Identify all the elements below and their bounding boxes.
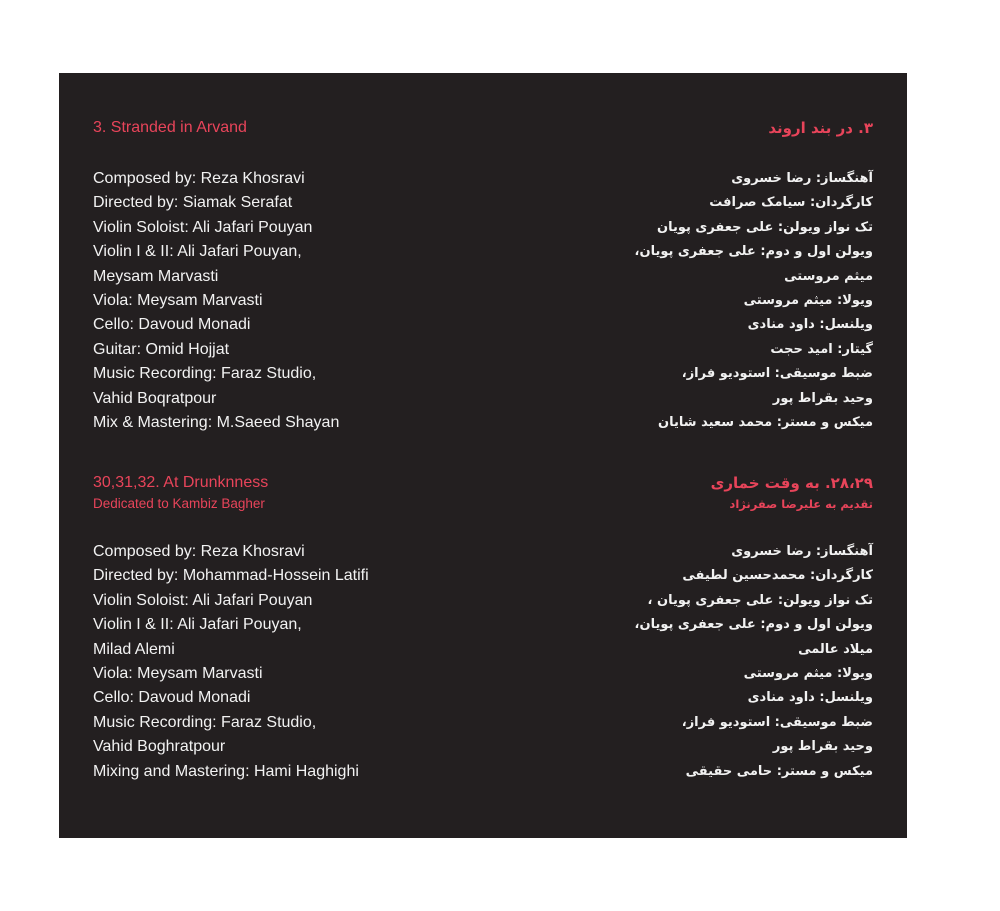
credit-line: Violin Soloist: Ali Jafari Pouyan: [93, 218, 313, 236]
credit-line: Milad Alemi: [93, 640, 175, 658]
credit-line: Viola: Meysam Marvasti: [93, 665, 263, 683]
credits-list: [493, 540, 873, 784]
dedication: تقدیم به علیرضا صفرنژاد: [729, 497, 873, 511]
credit-line: Mix & Mastering: M.Saeed Shayan: [93, 414, 340, 432]
english-section-stranded-in-arvand: [93, 117, 453, 435]
credit-line: ویولا: میثم مروستی: [743, 666, 873, 682]
credit-line: Composed by: Reza Khosravi: [93, 543, 305, 560]
credit-line: ویولا: میثم مروستی: [743, 293, 873, 309]
credit-line: Cello: Davoud Monadi: [93, 316, 251, 334]
credit-line: کارگردان: سیامک صرافت: [709, 195, 873, 211]
dedication: Dedicated to Kambiz Bagher: [93, 496, 265, 511]
credit-line: ضبط موسیقی: استودیو فراز،: [681, 366, 873, 382]
credit-line: Mixing and Mastering: Hami Haghighi: [93, 762, 359, 780]
track-title: 30,31,32. At Drunknness: [93, 474, 269, 491]
credit-line: Directed by: Mohammad-Hossein Latifi: [93, 567, 369, 585]
credit-line: تک نواز ویولن: علی جعفری پویان ،: [647, 592, 873, 608]
english-section-at-drunknness: [93, 472, 453, 784]
credit-line: ویولن اول و دوم: علی جعفری پویان،: [634, 244, 873, 260]
credit-line: Guitar: Omid Hojjat: [93, 340, 230, 358]
persian-section-dar-band-arvand: [493, 117, 873, 435]
credit-line: Music Recording: Faraz Studio,: [93, 713, 317, 731]
credit-line: Music Recording: Faraz Studio,: [93, 365, 317, 383]
credit-line: تک نواز ویولن: علی جعفری پویان: [657, 219, 873, 235]
credit-line: آهنگساز: رضا خسروی: [731, 171, 873, 186]
credit-line: ویلنسل: داود منادی: [747, 317, 873, 333]
track-title: 3. Stranded in Arvand: [93, 119, 247, 136]
credit-line: گیتار: امید حجت: [770, 341, 873, 357]
credit-line: Directed by: Siamak Serafat: [93, 194, 293, 212]
credit-line: Cello: Davoud Monadi: [93, 689, 251, 707]
credit-line: Vahid Boqratpour: [93, 389, 217, 407]
credit-line: Violin Soloist: Ali Jafari Pouyan: [93, 591, 313, 609]
credits-list: [93, 167, 453, 435]
credit-line: ویولن اول و دوم: علی جعفری پویان،: [634, 617, 873, 633]
credit-line: کارگردان: محمدحسین لطیفی: [682, 568, 873, 584]
credit-line: Composed by: Reza Khosravi: [93, 170, 305, 187]
credit-line: Violin I & II: Ali Jafari Pouyan,: [93, 616, 302, 634]
credit-line: میکس و مستر: حامی حقیقی: [685, 763, 873, 779]
booklet-page: [59, 73, 907, 838]
credit-line: میکس و مستر: محمد سعید شایان: [658, 415, 873, 431]
track-title: ۳. در بند اروند: [768, 119, 873, 137]
credit-line: Violin I & II: Ali Jafari Pouyan,: [93, 243, 302, 261]
credit-line: وحید بقراط پور: [772, 390, 873, 406]
credit-line: ویلنسل: داود منادی: [747, 690, 873, 706]
credit-line: آهنگساز: رضا خسروی: [731, 544, 873, 559]
credits-list: [93, 540, 453, 784]
credit-line: ضبط موسیقی: استودیو فراز،: [681, 714, 873, 730]
credit-line: وحید بقراط پور: [772, 739, 873, 755]
persian-section-be-vaght-khomari: [493, 472, 873, 784]
credit-line: Meysam Marvasti: [93, 267, 219, 285]
credit-line: میلاد عالمی: [798, 641, 873, 657]
credit-line: Vahid Boghratpour: [93, 738, 226, 756]
credits-list: [493, 167, 873, 435]
credit-line: میثم مروستی: [784, 268, 873, 284]
credit-line: Viola: Meysam Marvasti: [93, 292, 263, 310]
track-title: ۲۸،۲۹. به وقت خماری: [710, 474, 873, 492]
